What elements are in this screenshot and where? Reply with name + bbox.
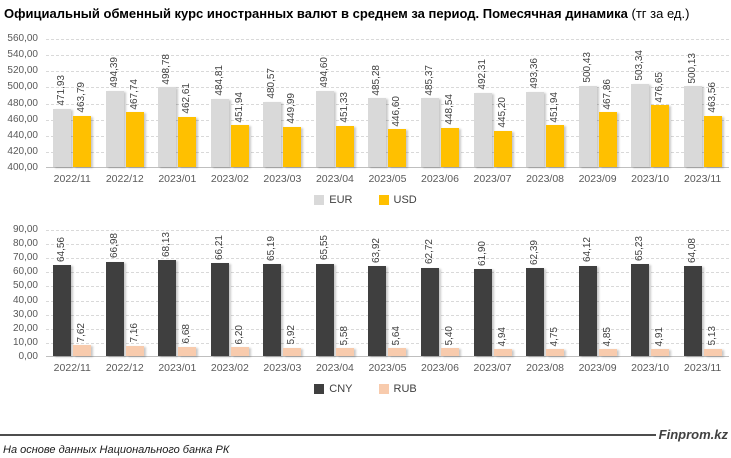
- plot-area: [46, 230, 729, 357]
- bar-group: [46, 39, 99, 167]
- legend-item-usd: [379, 194, 417, 206]
- bar-group: [309, 39, 362, 167]
- cny-bar: [158, 231, 176, 356]
- y-tick-label: 40,00: [12, 294, 38, 306]
- eur-bar: [631, 50, 649, 167]
- rub-bar: [126, 323, 144, 356]
- rub-bar: [73, 322, 91, 356]
- bar-value-label: 63,92: [371, 237, 383, 263]
- legend-item-cny: [314, 383, 352, 395]
- x-tick-label: 2023/05: [368, 173, 407, 185]
- page-title-units: (тг за ед.): [631, 6, 690, 21]
- usd-bar: [178, 82, 196, 168]
- legend-swatch-cny: [314, 384, 324, 394]
- bar-value-label: 451,94: [233, 91, 245, 123]
- x-tick-label: 2023/06: [421, 362, 459, 374]
- bar-value-label: 500,43: [581, 52, 593, 83]
- brand-logo: Finprom.kz: [658, 427, 728, 442]
- rub-bar: [388, 325, 406, 356]
- x-tick-label: 2022/11: [53, 173, 91, 185]
- bar-group: [151, 230, 204, 356]
- bar-group: [519, 230, 572, 356]
- bar-value-label: 498,78: [161, 53, 173, 85]
- usd-bar: [283, 93, 301, 167]
- y-tick-label: 520,00: [7, 65, 38, 77]
- cny-bar: [474, 240, 492, 356]
- bar-group: [99, 39, 152, 167]
- bar-value-label: 61,90: [476, 240, 488, 266]
- bar-value-label: 5,58: [338, 325, 350, 346]
- bar-value-label: 471,93: [56, 75, 68, 106]
- bar-value-label: 448,54: [443, 94, 455, 125]
- bar-value-label: 492,31: [476, 59, 488, 90]
- eur-bar: [474, 59, 492, 167]
- rub-bar: [546, 326, 564, 356]
- cny-bar: [684, 237, 702, 356]
- bar-value-label: 445,20: [496, 97, 508, 128]
- bar-group: [309, 230, 362, 356]
- eur-bar: [579, 52, 597, 167]
- bar-group: [361, 230, 414, 356]
- bar-value-label: 6,68: [181, 324, 193, 344]
- eur-usd-chart-body: [0, 33, 731, 173]
- y-tick-label: 0,00: [18, 351, 38, 362]
- y-tick-label: 460,00: [7, 113, 38, 125]
- x-tick-label: 2023/05: [368, 362, 407, 374]
- x-tick-label: 2023/08: [526, 362, 565, 374]
- x-tick-label: 2023/02: [210, 173, 249, 185]
- y-tick-label: 560,00: [7, 33, 38, 44]
- cny-rub-chart: [0, 224, 731, 395]
- eur-bar: [684, 52, 702, 167]
- usd-bar: [73, 82, 91, 167]
- y-tick-label: 480,00: [7, 97, 38, 109]
- bar-value-label: 451,94: [549, 91, 561, 123]
- bar-value-label: 480,57: [266, 68, 278, 99]
- legend-label: RUB: [393, 383, 417, 395]
- x-tick-label: 2023/09: [578, 362, 617, 374]
- bar-value-label: 64,56: [56, 236, 68, 262]
- rub-bar: [704, 326, 722, 356]
- x-tick-label: 2022/12: [105, 362, 144, 374]
- bar-group: [256, 39, 309, 167]
- page-title: [0, 0, 731, 21]
- eur-usd-chart: [0, 33, 731, 206]
- eur-bar: [211, 65, 229, 167]
- bar-value-label: 6,20: [233, 324, 245, 345]
- legend-swatch-rub: [379, 384, 389, 394]
- bar-value-label: 68,13: [161, 231, 173, 257]
- y-tick-label: 70,00: [12, 252, 38, 264]
- x-tick-label: 2023/10: [631, 362, 670, 374]
- bar-value-label: 463,56: [706, 82, 718, 113]
- bar-value-label: 7,62: [76, 322, 88, 343]
- y-tick-label: 80,00: [12, 238, 38, 250]
- bar-value-label: 4,75: [549, 326, 561, 347]
- bar-group: [571, 39, 624, 167]
- bar-value-label: 493,36: [529, 58, 541, 89]
- eur-bar: [526, 58, 544, 167]
- bar-value-label: 65,55: [318, 235, 330, 261]
- usd-bar: [546, 91, 564, 167]
- y-tick-label: 440,00: [7, 129, 38, 141]
- cny-bar: [106, 233, 124, 357]
- bar-value-label: 503,34: [634, 50, 646, 81]
- usd-bar: [126, 78, 144, 167]
- rub-bar: [178, 324, 196, 356]
- bar-value-label: 494,39: [108, 57, 120, 88]
- x-tick-label: 2023/04: [315, 362, 354, 374]
- eur-bar: [368, 64, 386, 167]
- y-axis: [0, 224, 46, 362]
- x-tick-label: 2023/07: [473, 362, 512, 374]
- usd-bar: [494, 97, 512, 167]
- x-tick-label: 2023/03: [263, 362, 302, 374]
- bar-group: [624, 39, 677, 167]
- bar-value-label: 467,86: [601, 78, 613, 110]
- footer-line-row: [0, 427, 731, 442]
- x-tick-label: 2023/04: [315, 173, 354, 185]
- x-tick-label: 2023/08: [526, 173, 565, 185]
- bar-group: [204, 39, 257, 167]
- x-tick-label: 2022/12: [105, 173, 144, 185]
- bar-value-label: 462,61: [181, 82, 193, 114]
- bar-value-label: 500,13: [686, 52, 698, 84]
- eur-bar: [421, 64, 439, 167]
- bar-value-label: 494,60: [318, 57, 330, 88]
- y-tick-label: 20,00: [12, 322, 38, 334]
- x-axis: [46, 357, 729, 374]
- x-axis: [46, 168, 729, 185]
- bar-group: [571, 230, 624, 356]
- y-tick-label: 400,00: [7, 162, 38, 173]
- x-tick-label: 2023/10: [631, 173, 670, 185]
- cny-bar: [53, 236, 71, 356]
- x-tick-label: 2023/09: [578, 173, 617, 185]
- bar-group: [466, 39, 519, 167]
- bar-value-label: 5,92: [286, 325, 298, 345]
- bar-group: [361, 39, 414, 167]
- bar-group: [204, 230, 257, 356]
- cny-bar: [421, 239, 439, 357]
- legend: [0, 383, 731, 395]
- bar-value-label: 484,81: [213, 65, 225, 96]
- y-tick-label: 90,00: [12, 224, 38, 235]
- bar-value-label: 62,39: [529, 239, 541, 265]
- x-tick-label: 2023/11: [684, 362, 722, 374]
- bar-value-label: 446,60: [391, 95, 403, 127]
- x-tick-label: 2023/02: [210, 362, 249, 374]
- x-tick-label: 2023/03: [263, 173, 302, 185]
- rub-bar: [336, 325, 354, 356]
- cny-bar: [263, 235, 281, 356]
- rub-bar: [599, 326, 617, 356]
- bar-value-label: 451,33: [338, 92, 350, 123]
- eur-bar: [106, 57, 124, 167]
- bar-value-label: 7,16: [128, 323, 140, 343]
- rub-bar: [441, 325, 459, 356]
- bar-group: [466, 230, 519, 356]
- y-tick-label: 500,00: [7, 81, 38, 93]
- bar-value-label: 66,21: [213, 234, 225, 260]
- bar-value-label: 64,12: [581, 237, 593, 263]
- legend-swatch-eur: [314, 195, 324, 205]
- y-tick-label: 50,00: [12, 280, 38, 292]
- bar-value-label: 66,98: [108, 233, 120, 259]
- usd-bar: [651, 71, 669, 167]
- bar-value-label: 64,08: [686, 237, 698, 263]
- usd-bar: [388, 95, 406, 167]
- bar-group: [519, 39, 572, 167]
- eur-bar: [53, 75, 71, 167]
- cny-bar: [316, 235, 334, 357]
- usd-bar: [599, 78, 617, 167]
- y-axis: [0, 33, 46, 173]
- legend-label: CNY: [329, 383, 353, 395]
- usd-bar: [231, 91, 249, 167]
- bar-group: [624, 230, 677, 356]
- usd-bar: [441, 94, 459, 167]
- plot-area: [46, 39, 729, 168]
- x-tick-label: 2022/11: [53, 362, 91, 374]
- bar-value-label: 463,79: [76, 82, 88, 113]
- footer-rule: [0, 434, 656, 436]
- cny-bar: [579, 237, 597, 357]
- x-tick-label: 2023/07: [473, 173, 512, 185]
- rub-bar: [231, 324, 249, 356]
- y-tick-label: 10,00: [12, 336, 38, 348]
- y-tick-label: 540,00: [7, 49, 38, 61]
- bar-value-label: 4,85: [601, 326, 613, 347]
- cny-rub-chart-body: [0, 224, 731, 362]
- legend-item-eur: [314, 194, 352, 206]
- bar-value-label: 5,13: [706, 326, 718, 346]
- legend-label: EUR: [329, 194, 353, 206]
- cny-bar: [526, 239, 544, 356]
- bar-value-label: 476,65: [654, 71, 666, 103]
- rub-bar: [283, 325, 301, 356]
- eur-bar: [316, 57, 334, 167]
- bar-value-label: 485,28: [371, 64, 383, 96]
- bar-group: [676, 39, 729, 167]
- eur-bar: [158, 53, 176, 167]
- x-tick-label: 2023/01: [158, 173, 197, 185]
- bar-value-label: 4,94: [496, 326, 508, 346]
- cny-bar: [211, 234, 229, 356]
- rub-bar: [651, 326, 669, 356]
- bar-value-label: 5,64: [391, 325, 403, 345]
- cny-bar: [368, 237, 386, 356]
- legend-label: USD: [393, 194, 417, 206]
- bar-value-label: 485,37: [423, 64, 435, 96]
- bar-value-label: 4,91: [654, 326, 666, 347]
- x-tick-label: 2023/01: [158, 362, 197, 374]
- source-note: На основе данных Национального банка РК: [3, 444, 230, 456]
- bar-value-label: 65,19: [266, 235, 278, 261]
- bar-value-label: 65,23: [634, 235, 646, 261]
- cny-bar: [631, 235, 649, 356]
- footer: [0, 427, 731, 456]
- y-tick-label: 60,00: [12, 266, 38, 278]
- bar-group: [414, 230, 467, 356]
- rub-bar: [494, 326, 512, 356]
- eur-bar: [263, 68, 281, 167]
- y-tick-label: 420,00: [7, 145, 38, 157]
- bar-group: [256, 230, 309, 356]
- x-tick-label: 2023/06: [421, 173, 459, 185]
- bar-group: [151, 39, 204, 167]
- x-tick-label: 2023/11: [684, 173, 722, 185]
- usd-bar: [704, 82, 722, 167]
- bar-group: [46, 230, 99, 356]
- bar-group: [676, 230, 729, 356]
- legend-swatch-usd: [379, 195, 389, 205]
- legend: [0, 194, 731, 206]
- bar-group: [414, 39, 467, 167]
- bar-value-label: 5,40: [443, 325, 455, 346]
- bar-value-label: 449,99: [286, 93, 298, 124]
- legend-item-rub: [379, 383, 417, 395]
- page-title-main: Официальный обменный курс иностранных валют в среднем за период. Помесячная динамика: [4, 6, 632, 21]
- bar-value-label: 467,74: [128, 78, 140, 110]
- usd-bar: [336, 92, 354, 167]
- bar-value-label: 62,72: [423, 239, 435, 265]
- y-tick-label: 30,00: [12, 308, 38, 320]
- bar-group: [99, 230, 152, 356]
